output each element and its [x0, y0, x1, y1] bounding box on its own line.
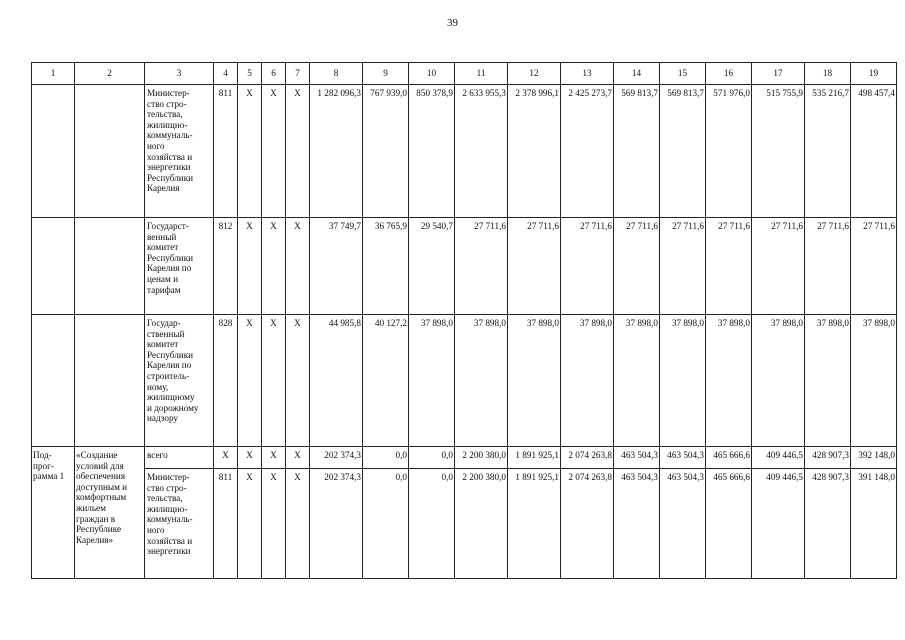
text-line: тарифам: [147, 284, 181, 295]
code-cell: X: [262, 218, 286, 315]
table-row: [32, 469, 897, 579]
value-cell: 27 711,6: [660, 218, 706, 315]
text-line: Республики: [147, 349, 194, 360]
code-cell: [32, 218, 75, 315]
value-cell: 36 765,9: [363, 218, 409, 315]
header-cell: 12: [508, 63, 561, 85]
value-cell: 569 813,7: [660, 85, 706, 218]
text-line: хозяйства и: [147, 535, 193, 546]
value-cell: 392 148,0: [851, 447, 897, 469]
text-line: ство стро-: [147, 482, 187, 493]
value-cell: 27 711,6: [706, 218, 752, 315]
value-cell: 2 633 955,3: [455, 85, 508, 218]
header-cell: 4: [214, 63, 238, 85]
text-line: условий для: [76, 460, 124, 471]
value-cell: 37 749,7: [310, 218, 363, 315]
header-cell: 6: [262, 63, 286, 85]
code-cell: X: [262, 85, 286, 218]
value-cell: 850 378,9: [409, 85, 455, 218]
text-line: Под-: [33, 450, 52, 460]
text-line: комитет: [147, 339, 179, 350]
text-cell: [145, 218, 214, 315]
table-row: [32, 315, 897, 447]
value-cell: 465 666,6: [706, 447, 752, 469]
code-cell: 828: [214, 315, 238, 447]
value-cell: 2 200 380,0: [455, 469, 508, 579]
value-cell: 409 446,5: [752, 469, 805, 579]
header-cell: 16: [706, 63, 752, 85]
code-cell: [75, 85, 145, 218]
text-line: прог-: [33, 460, 54, 471]
table-body: [32, 63, 897, 579]
value-cell: 0,0: [409, 447, 455, 469]
header-cell: 19: [851, 63, 897, 85]
value-cell: 535 216,7: [805, 85, 851, 218]
text-line: граждан в: [76, 513, 116, 524]
text-cell: [75, 447, 145, 579]
text-line: Республике: [76, 524, 122, 535]
value-cell: 767 939,0: [363, 85, 409, 218]
code-cell: X: [262, 469, 286, 579]
text-cell: [32, 447, 75, 579]
code-cell: [32, 315, 75, 447]
text-cell: [145, 85, 214, 218]
value-cell: 463 504,3: [660, 447, 706, 469]
value-cell: 2 200 380,0: [455, 447, 508, 469]
value-cell: 391 148,0: [851, 469, 897, 579]
value-cell: 27 711,6: [455, 218, 508, 315]
header-row: [32, 63, 897, 85]
code-cell: X: [286, 447, 310, 469]
value-cell: 498 457,4: [851, 85, 897, 218]
header-cell: 9: [363, 63, 409, 85]
text-line: ного: [147, 524, 165, 535]
text-line: Государ-: [147, 318, 181, 328]
text-line: Республики: [147, 252, 194, 263]
value-cell: 27 711,6: [561, 218, 614, 315]
value-cell: 569 813,7: [614, 85, 660, 218]
text-line: коммуналь-: [147, 130, 193, 141]
value-cell: 27 711,6: [508, 218, 561, 315]
value-cell: 428 907,3: [805, 469, 851, 579]
header-cell: 10: [409, 63, 455, 85]
header-cell: 17: [752, 63, 805, 85]
text-line: Карелия по: [147, 360, 192, 371]
text-line: ного: [147, 140, 165, 151]
code-cell: [75, 218, 145, 315]
text-line: хозяйства и: [147, 151, 193, 162]
header-cell: 2: [75, 63, 145, 85]
text-line: ценам и: [147, 273, 179, 284]
code-cell: X: [286, 315, 310, 447]
text-line: Карелия по: [147, 263, 192, 274]
value-cell: 0,0: [363, 447, 409, 469]
text-line: и дорожному: [147, 402, 199, 413]
code-cell: X: [262, 447, 286, 469]
code-cell: X: [238, 315, 262, 447]
budget-table: [31, 62, 897, 579]
text-line: Карелия»: [76, 534, 114, 545]
value-cell: 428 907,3: [805, 447, 851, 469]
value-cell: 515 755,9: [752, 85, 805, 218]
text-line: обеспечения: [76, 471, 126, 482]
text-line: надзору: [147, 413, 179, 424]
table-row: [32, 447, 897, 469]
code-cell: [75, 315, 145, 447]
code-cell: X: [286, 85, 310, 218]
header-cell: 18: [805, 63, 851, 85]
value-cell: 37 898,0: [851, 315, 897, 447]
text-line: всего: [147, 450, 168, 460]
text-line: Министер-: [147, 88, 190, 98]
text-line: Карелия: [147, 183, 180, 194]
text-line: Республики: [147, 172, 194, 183]
value-cell: 27 711,6: [851, 218, 897, 315]
value-cell: 37 898,0: [409, 315, 455, 447]
text-line: комитет: [147, 242, 179, 253]
value-cell: 27 711,6: [752, 218, 805, 315]
value-cell: 2 425 273,7: [561, 85, 614, 218]
header-cell: 7: [286, 63, 310, 85]
header-cell: 3: [145, 63, 214, 85]
value-cell: 37 898,0: [508, 315, 561, 447]
value-cell: 27 711,6: [805, 218, 851, 315]
page-number: 39: [447, 17, 458, 29]
value-cell: 463 504,3: [614, 469, 660, 579]
code-cell: X: [286, 469, 310, 579]
header-cell: 8: [310, 63, 363, 85]
value-cell: 37 898,0: [805, 315, 851, 447]
text-line: строитель-: [147, 370, 190, 381]
text-line: Министер-: [147, 472, 190, 482]
text-line: тельства,: [147, 109, 183, 120]
text-line: ство стро-: [147, 98, 187, 109]
value-cell: 2 074 263,8: [561, 469, 614, 579]
value-cell: 27 711,6: [614, 218, 660, 315]
code-cell: X: [238, 469, 262, 579]
code-cell: [32, 85, 75, 218]
code-cell: X: [238, 447, 262, 469]
text-line: энергетики: [147, 546, 191, 557]
text-line: жилищному: [147, 392, 195, 403]
header-cell: 11: [455, 63, 508, 85]
value-cell: 40 127,2: [363, 315, 409, 447]
code-cell: X: [262, 315, 286, 447]
code-cell: 811: [214, 469, 238, 579]
value-cell: 2 074 263,8: [561, 447, 614, 469]
value-cell: 202 374,3: [310, 447, 363, 469]
text-line: жильем: [76, 502, 106, 513]
text-line: доступным и: [76, 481, 128, 492]
table-row: [32, 218, 897, 315]
code-cell: 811: [214, 85, 238, 218]
value-cell: 37 898,0: [660, 315, 706, 447]
value-cell: 1 891 925,1: [508, 447, 561, 469]
value-cell: 571 976,0: [706, 85, 752, 218]
text-line: Государст-: [147, 221, 189, 231]
text-line: рамма 1: [33, 471, 65, 482]
value-cell: 463 504,3: [614, 447, 660, 469]
text-cell: [145, 315, 214, 447]
text-line: «Создание: [76, 450, 118, 460]
value-cell: 37 898,0: [706, 315, 752, 447]
value-cell: 2 378 996,1: [508, 85, 561, 218]
text-line: энергетики: [147, 162, 191, 173]
text-line: комфортным: [76, 492, 127, 503]
value-cell: 44 985,8: [310, 315, 363, 447]
value-cell: 37 898,0: [752, 315, 805, 447]
value-cell: 37 898,0: [614, 315, 660, 447]
header-cell: 14: [614, 63, 660, 85]
value-cell: 202 374,3: [310, 469, 363, 579]
text-cell: [145, 469, 214, 579]
code-cell: X: [286, 218, 310, 315]
value-cell: 37 898,0: [561, 315, 614, 447]
value-cell: 1 282 096,3: [310, 85, 363, 218]
text-line: жилищно-: [147, 119, 188, 130]
text-line: тельства,: [147, 493, 183, 504]
text-cell: [145, 447, 214, 469]
value-cell: 1 891 925,1: [508, 469, 561, 579]
header-cell: 13: [561, 63, 614, 85]
code-cell: X: [238, 85, 262, 218]
text-line: коммуналь-: [147, 514, 193, 525]
code-cell: X: [214, 447, 238, 469]
header-cell: 5: [238, 63, 262, 85]
value-cell: 0,0: [363, 469, 409, 579]
value-cell: 37 898,0: [455, 315, 508, 447]
value-cell: 465 666,6: [706, 469, 752, 579]
value-cell: 29 540,7: [409, 218, 455, 315]
code-cell: 812: [214, 218, 238, 315]
value-cell: 409 446,5: [752, 447, 805, 469]
code-cell: X: [238, 218, 262, 315]
header-cell: 15: [660, 63, 706, 85]
header-cell: 1: [32, 63, 75, 85]
value-cell: 0,0: [409, 469, 455, 579]
text-line: жилищно-: [147, 503, 188, 514]
text-line: ному,: [147, 381, 169, 392]
table-row: [32, 85, 897, 218]
value-cell: 463 504,3: [660, 469, 706, 579]
text-line: венный: [147, 231, 177, 242]
text-line: ственный: [147, 328, 185, 339]
